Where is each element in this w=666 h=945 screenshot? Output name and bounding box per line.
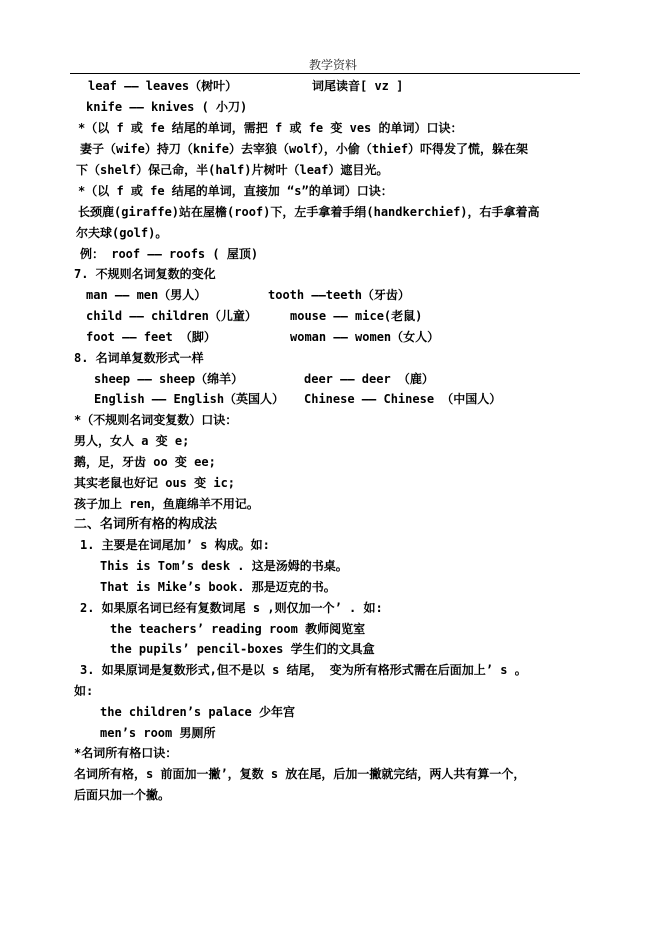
page-header: 教学资料 [308, 58, 357, 72]
text-segment: foot —— feet （脚） [86, 330, 216, 344]
text-segment: 8. 名词单复数形式一样 [74, 351, 204, 365]
text-segment: 下（shelf）保己命，半(half)片树叶（leaf）遮目光。 [76, 163, 389, 177]
header-rule [70, 73, 580, 74]
text-segment: *名词所有格口诀： [74, 746, 178, 760]
text-segment: deer —— deer （鹿） [304, 372, 434, 386]
text-segment: 7. 不规则名词复数的变化 [74, 267, 216, 281]
text-segment: 鹅，足，牙齿 oo 变 ee; [74, 455, 216, 469]
text-segment: 尔夫球(golf)。 [76, 226, 168, 240]
text-segment: 词尾读音[ vz ] [312, 79, 404, 93]
text-segment: English —— English（英国人） [94, 392, 285, 406]
text-segment: the teachers’ reading room 教师阅览室 [110, 622, 366, 636]
text-segment: knife —— knives ( 小刀) [86, 100, 248, 114]
text-segment: mouse —— mice(老鼠) [290, 309, 423, 323]
text-segment: 二、名词所有格的构成法 [74, 517, 218, 532]
text-segment: leaf —— leaves（树叶） [88, 79, 238, 93]
text-segment: man —— men（男人） [86, 288, 207, 302]
text-segment: 妻子（wife）持刀（knife）去宰狼（wolf），小偷（thief）吓得发了慌，躲在架 [80, 142, 529, 156]
text-segment: *（以 f 或 fe 结尾的单词，需把 f 或 fe 变 ves 的单词）口诀： [78, 121, 463, 135]
text-segment: tooth ——teeth（牙齿） [268, 288, 410, 302]
text-segment: 其实老鼠也好记 ous 变 ic; [74, 476, 236, 490]
text-segment: Chinese —— Chinese （中国人） [304, 392, 502, 406]
text-segment: 如: [74, 684, 94, 698]
text-segment: 名词所有格，s 前面加一撇’，复数 s 放在尾，后加一撇就完结，两人共有算一个， [74, 767, 526, 781]
text-segment: woman —— women（女人） [290, 330, 440, 344]
text-segment: sheep —— sheep（绵羊） [94, 372, 244, 386]
text-segment: 例： roof —— roofs ( 屋顶) [80, 247, 259, 261]
text-segment: child —— children（儿童） [86, 309, 257, 323]
text-segment: men’s room 男厕所 [100, 726, 216, 740]
text-segment: This is Tom’s desk . 这是汤姆的书桌。 [100, 559, 348, 573]
text-segment: That is Mike’s book. 那是迈克的书。 [100, 580, 336, 594]
text-segment: *（以 f 或 fe 结尾的单词，直接加 “s”的单词）口诀： [78, 184, 393, 198]
text-segment: the pupils’ pencil-boxes 学生们的文具盒 [110, 642, 375, 656]
text-segment: the children’s palace 少年宫 [100, 705, 295, 719]
text-segment: 孩子加上 ren，鱼鹿绵羊不用记。 [74, 497, 259, 511]
text-segment: 1. 主要是在词尾加’ s 构成。如: [80, 538, 270, 552]
text-segment: 男人，女人 a 变 e; [74, 434, 190, 448]
text-segment: 长颈鹿(giraffe)站在屋檐(roof)下，左手拿着手绢(handkerchief)，右手拿着高 [78, 205, 540, 219]
text-segment: 3. 如果原词是复数形式,但不是以 s 结尾， 变为所有格形式需在后面加上’ s 。 [80, 663, 527, 677]
text-segment: *（不规则名词变复数）口诀： [74, 413, 238, 427]
text-segment: 后面只加一个撇。 [74, 788, 171, 802]
text-segment: 2. 如果原名词已经有复数词尾 s ,则仅加一个’ . 如: [80, 601, 383, 615]
